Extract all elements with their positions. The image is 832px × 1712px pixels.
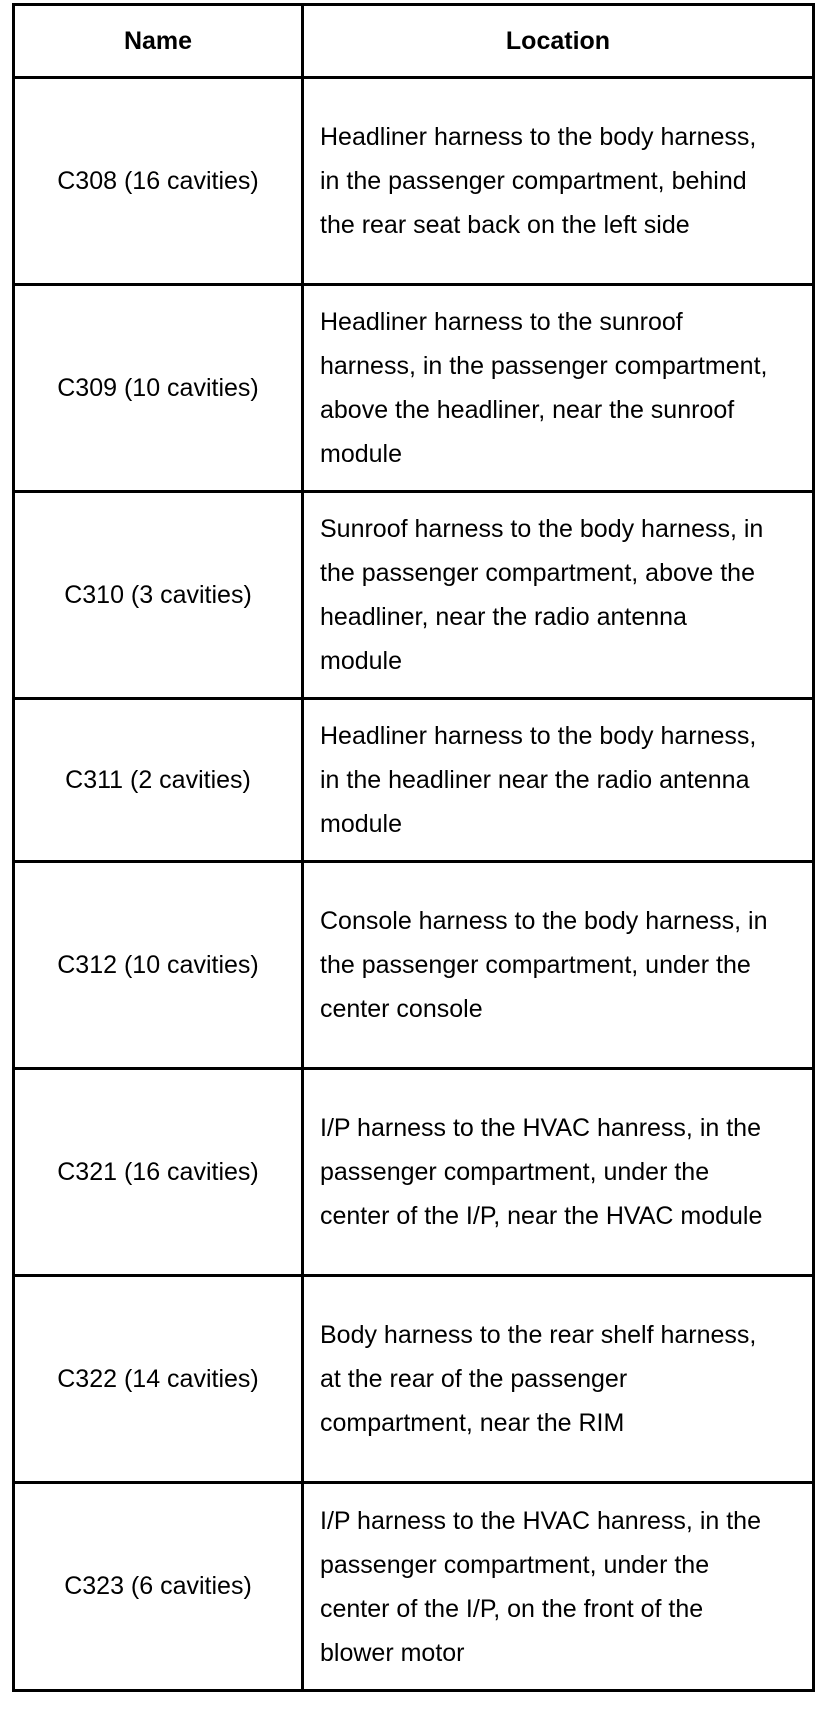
table-row xyxy=(14,285,814,492)
connector-location: Headliner harness to the body harness, in the headliner near the radio antenna module xyxy=(303,699,814,862)
connector-location: Body harness to the rear shelf harness, at the rear of the passenger compartment, near the RIM xyxy=(303,1276,814,1483)
table-row xyxy=(14,862,814,1069)
header-name: Name xyxy=(14,5,303,78)
table-row xyxy=(14,699,814,862)
header-location: Location xyxy=(303,5,814,78)
table-row xyxy=(14,492,814,699)
table-row xyxy=(14,1069,814,1276)
connector-table xyxy=(12,3,815,1692)
connector-name: C309 (10 cavities) xyxy=(14,285,303,492)
connector-name: C323 (6 cavities) xyxy=(14,1483,303,1691)
connector-name: C310 (3 cavities) xyxy=(14,492,303,699)
connector-location: Headliner harness to the body harness, in the passenger compartment, behind the rear seat back on the left side xyxy=(303,78,814,285)
table-row xyxy=(14,78,814,285)
connector-name: C312 (10 cavities) xyxy=(14,862,303,1069)
table-row xyxy=(14,1483,814,1691)
connector-location: Sunroof harness to the body harness, in the passenger compartment, above the headliner, near the radio antenna module xyxy=(303,492,814,699)
header-row xyxy=(14,5,814,78)
connector-name: C311 (2 cavities) xyxy=(14,699,303,862)
connector-location: I/P harness to the HVAC hanress, in the passenger compartment, under the center of the I/P, on the front of the blower motor xyxy=(303,1483,814,1691)
connector-location: Headliner harness to the sunroof harness, in the passenger compartment, above the headliner, near the sunroof module xyxy=(303,285,814,492)
table-row xyxy=(14,1276,814,1483)
connector-name: C308 (16 cavities) xyxy=(14,78,303,285)
connector-name: C322 (14 cavities) xyxy=(14,1276,303,1483)
connector-location: Console harness to the body harness, in the passenger compartment, under the center console xyxy=(303,862,814,1069)
connector-name: C321 (16 cavities) xyxy=(14,1069,303,1276)
connector-location: I/P harness to the HVAC hanress, in the passenger compartment, under the center of the I/P, near the HVAC module xyxy=(303,1069,814,1276)
